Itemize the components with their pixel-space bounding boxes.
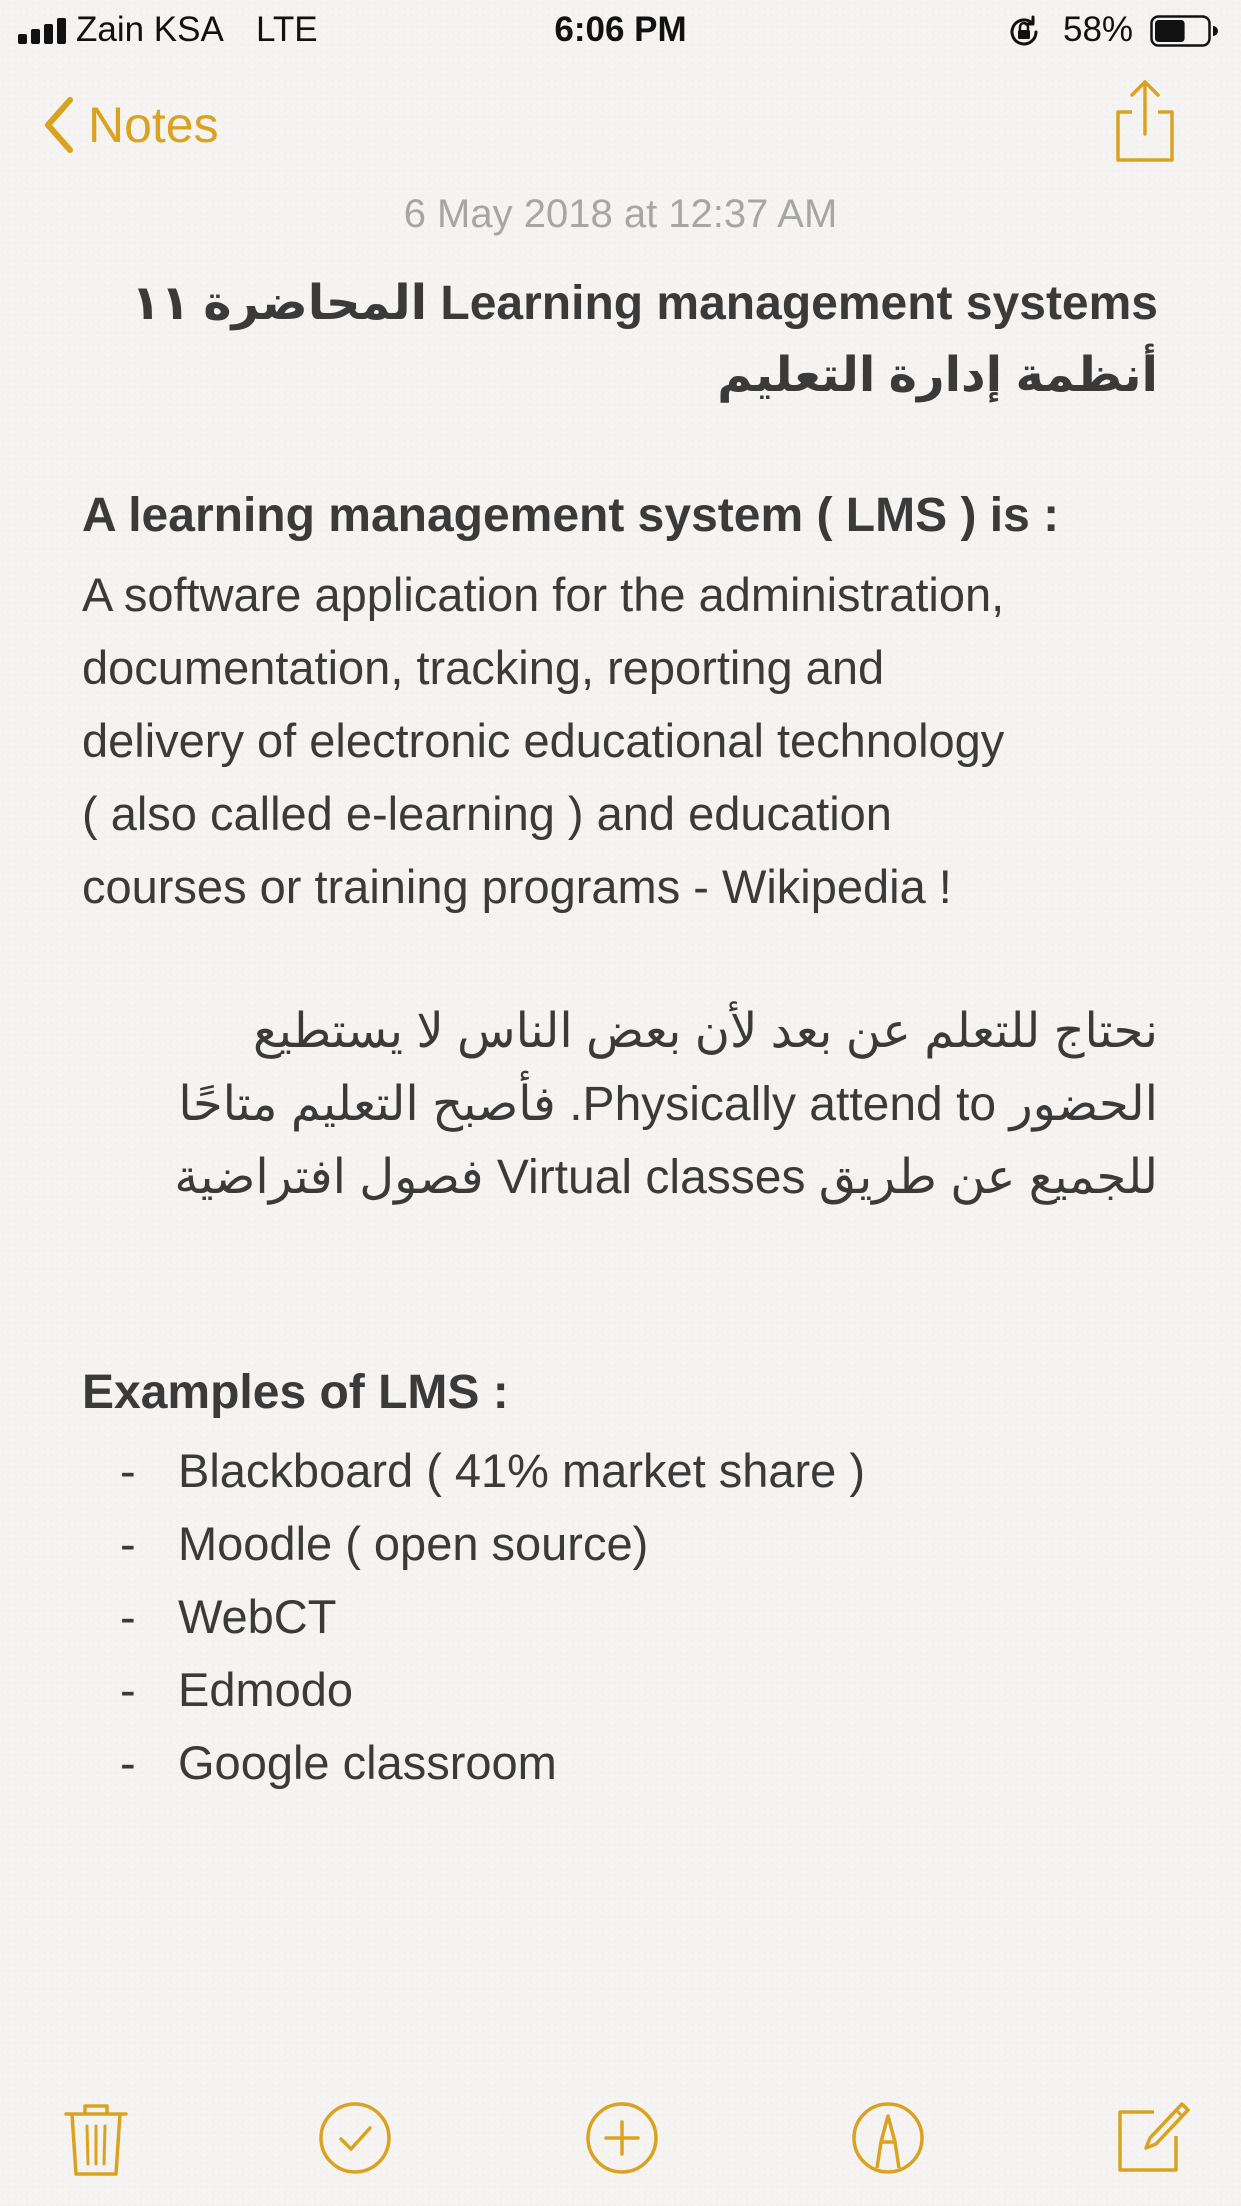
status-bar — [0, 0, 1241, 60]
checklist-button[interactable] — [315, 2098, 395, 2178]
definition-line: documentation, tracking, reporting and — [82, 641, 885, 694]
back-to-notes-button[interactable] — [40, 92, 219, 158]
back-label: Notes — [88, 97, 219, 153]
definition-line: courses or training programs - Wikipedia ! — [82, 860, 952, 913]
definition-body[interactable] — [82, 558, 1004, 923]
network-type: LTE — [256, 10, 318, 49]
battery-icon — [1150, 15, 1218, 47]
add-button[interactable] — [582, 2098, 662, 2178]
list-item-text: Edmodo — [178, 1663, 354, 1716]
chevron-left-icon — [40, 94, 76, 156]
definition-line: A software application for the administration, — [82, 568, 1005, 621]
pen-markup-icon — [848, 2098, 928, 2178]
delete-button[interactable] — [56, 2098, 136, 2178]
list-item — [82, 1580, 865, 1653]
bullet-dash: - — [120, 1663, 136, 1716]
battery-percent: 58% — [1063, 10, 1134, 49]
compose-button[interactable] — [1112, 2098, 1192, 2178]
arabic-line: نحتاج للتعلم عن بعد لأن بعض الناس لا يستطيع — [252, 1005, 1158, 1058]
plus-circle-icon — [582, 2098, 662, 2178]
share-icon[interactable] — [1112, 78, 1178, 164]
definition-line: delivery of electronic educational technology — [82, 714, 1005, 767]
status-time: 6:06 PM — [554, 10, 687, 49]
arabic-line: الحضور Physically attend to. فأصبح التعليم متاحًا — [178, 1078, 1158, 1131]
list-item-text: Blackboard ( 41% market share ) — [178, 1444, 866, 1497]
rotation-lock-icon — [1006, 14, 1042, 50]
definition-line: ( also called e-learning ) and education — [82, 787, 892, 840]
note-date: 6 May 2018 at 12:37 AM — [403, 192, 838, 236]
bullet-dash: - — [120, 1444, 136, 1497]
note-title[interactable] — [82, 268, 1158, 412]
list-item — [82, 1434, 865, 1507]
bullet-dash: - — [120, 1517, 136, 1570]
list-item — [82, 1507, 865, 1580]
arabic-line: للجميع عن طريق Virtual classes فصول افتراضية — [174, 1151, 1158, 1204]
examples-heading: Examples of LMS : — [82, 1366, 509, 1419]
note-title-line: Learning management systems المحاضرة ١١ — [131, 277, 1158, 330]
carrier-name: Zain KSA — [76, 10, 224, 49]
definition-heading: A learning management system ( LMS ) is : — [82, 489, 1060, 542]
arabic-paragraph[interactable] — [82, 995, 1158, 1214]
examples-list[interactable] — [82, 1434, 865, 1799]
trash-icon — [56, 2098, 136, 2178]
list-item-text: WebCT — [178, 1590, 337, 1643]
list-item-text: Google classroom — [178, 1736, 557, 1789]
bullet-dash: - — [120, 1736, 136, 1789]
list-item — [82, 1653, 865, 1726]
bullet-dash: - — [120, 1590, 136, 1643]
markup-button[interactable] — [848, 2098, 928, 2178]
checkmark-circle-icon — [315, 2098, 395, 2178]
list-item — [82, 1726, 865, 1799]
compose-icon — [1112, 2098, 1192, 2178]
list-item-text: Moodle ( open source) — [178, 1517, 649, 1570]
note-title-line: أنظمة إدارة التعليم — [717, 349, 1158, 402]
